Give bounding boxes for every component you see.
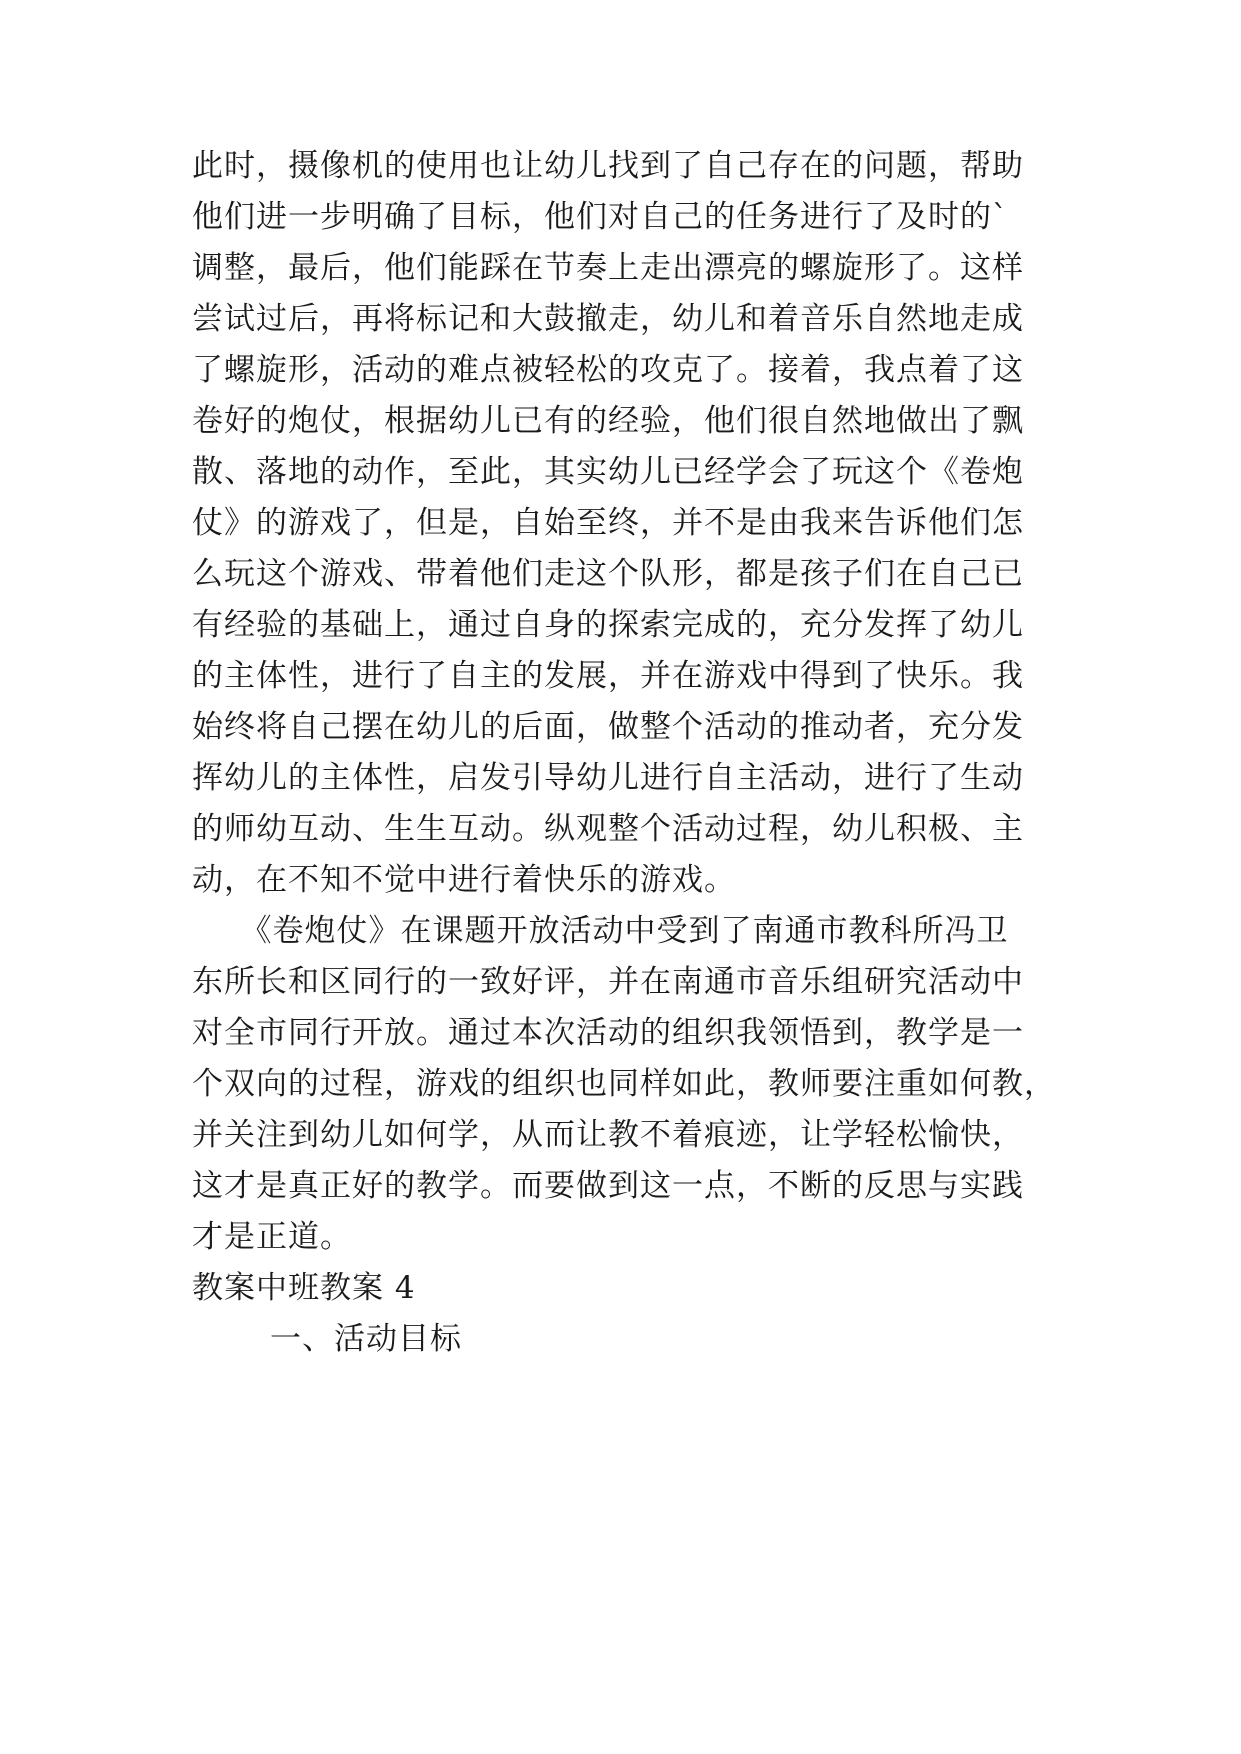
body-text-line: 才是正道。 (192, 1219, 352, 1255)
body-text-line: 的师幼互动、生生互动。纵观整个活动过程，幼儿积极、主 (192, 811, 1024, 847)
body-text-line: 对全市同行开放。通过本次活动的组织我领悟到，教学是一 (192, 1015, 1024, 1051)
body-text-line: 仗》的游戏了，但是，自始至终，并不是由我来告诉他们怎 (192, 505, 1024, 541)
body-text-line: 了螺旋形，活动的难点被轻松的攻克了。接着，我点着了这 (192, 352, 1024, 388)
body-text-line: 卷好的炮仗，根据幼儿已有的经验，他们很自然地做出了飘 (192, 403, 1024, 439)
body-text-line: 《卷炮仗》在课题开放活动中受到了南通市教科所冯卫 (192, 913, 1009, 949)
body-text-line: 么玩这个游戏、带着他们走这个队形，都是孩子们在自己已 (192, 556, 1024, 592)
body-text-line: 这才是真正好的教学。而要做到这一点，不断的反思与实践 (192, 1168, 1024, 1204)
body-text-line: 此时，摄像机的使用也让幼儿找到了自己存在的问题，帮助 (192, 148, 1024, 184)
body-text-line: 的主体性，进行了自主的发展，并在游戏中得到了快乐。我 (192, 658, 1024, 694)
subsection-title: 一、活动目标 (270, 1321, 462, 1357)
body-text-line: 挥幼儿的主体性，启发引导幼儿进行自主活动，进行了生动 (192, 760, 1024, 796)
body-text-line: 他们进一步明确了目标，他们对自己的任务进行了及时的` (192, 199, 1009, 235)
body-text-line: 散、落地的动作，至此，其实幼儿已经学会了玩这个《卷炮 (192, 454, 1024, 490)
section-title: 教案中班教案 4 (192, 1270, 416, 1306)
body-text-line: 调整，最后，他们能踩在节奏上走出漂亮的螺旋形了。这样 (192, 250, 1024, 286)
body-text-line: 始终将自己摆在幼儿的后面，做整个活动的推动者，充分发 (192, 709, 1024, 745)
body-text-line: 并关注到幼儿如何学，从而让教不着痕迹，让学轻松愉快， (192, 1117, 1024, 1153)
body-text-line: 东所长和区同行的一致好评，并在南通市音乐组研究活动中 (192, 964, 1024, 1000)
body-text-line: 个双向的过程，游戏的组织也同样如此，教师要注重如何教， (192, 1066, 1056, 1102)
body-text-line: 动，在不知不觉中进行着快乐的游戏。 (192, 862, 736, 898)
body-text-line: 尝试过后，再将标记和大鼓撤走，幼儿和着音乐自然地走成 (192, 301, 1024, 337)
body-text-line: 有经验的基础上，通过自身的探索完成的，充分发挥了幼儿 (192, 607, 1024, 643)
